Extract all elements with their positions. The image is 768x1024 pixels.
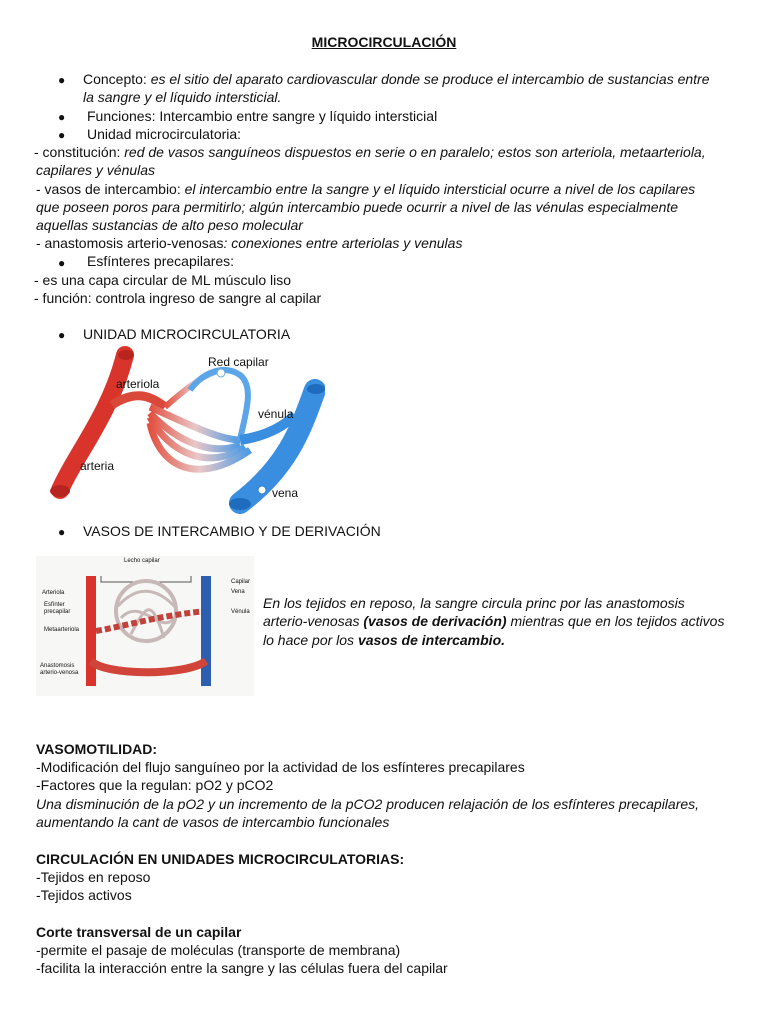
unidad-heading: UNIDAD MICROCIRCULATORIA xyxy=(83,326,291,342)
vasos-intercambio-line-2 xyxy=(36,198,678,216)
vasomotilidad-line: -Modificación del flujo sanguíneo por la actividad de los esfínteres precapilares xyxy=(36,759,525,775)
corte-heading: Corte transversal de un capilar xyxy=(36,924,242,940)
label-metaarteriola: Metaarteriola xyxy=(44,627,80,633)
vasos-intercambio-line xyxy=(36,180,695,198)
constitucion-text-2: capilares y vénulas xyxy=(36,162,156,178)
reposo-line-3 xyxy=(263,631,505,649)
av-anastomosis-vessel xyxy=(91,661,206,672)
label-precapilar: precapilar xyxy=(44,609,71,615)
circulacion-line: -Tejidos en reposo xyxy=(36,869,151,885)
vasos-intercambio-line-3 xyxy=(36,216,303,234)
concepto-line-2 xyxy=(83,88,281,106)
exchange-shunt-vessels-figure xyxy=(36,556,254,696)
reposo-bold: (vasos de derivación) xyxy=(363,613,507,629)
concepto-line xyxy=(83,70,710,88)
corte-line: -permite el pasaje de moléculas (transporte de membrana) xyxy=(36,942,401,958)
bullet-dot: ● xyxy=(58,525,66,539)
reposo-text: mientras que en los tejidos activos xyxy=(506,613,725,629)
funciones-line: Funciones: Intercambio entre sangre y líquido intersticial xyxy=(87,108,438,124)
vasos-intercambio-text: el intercambio entre la sangre y el líquido intersticial ocurre a nivel de los capilares xyxy=(184,181,696,197)
microcirculatory-unit-figure xyxy=(40,345,325,520)
page-title: MICROCIRCULACIÓN xyxy=(311,34,457,50)
reposo-text: lo hace por los xyxy=(263,632,358,648)
bullet-dot: ● xyxy=(58,73,66,87)
label-red-capilar: Red capilar xyxy=(208,355,269,369)
bullet-dot: ● xyxy=(58,328,66,342)
circulacion-heading: CIRCULACIÓN EN UNIDADES MICROCIRCULATORIAS: xyxy=(36,851,405,867)
label-arteria: arteria xyxy=(80,459,115,473)
label-arterio-venosa: arterio-venosa xyxy=(40,670,79,676)
corte-line: -facilita la interacción entre la sangre y las células fuera del capilar xyxy=(36,960,448,976)
anastomosis-line xyxy=(36,234,462,252)
esfinteres-line: Esfínteres precapilares: xyxy=(87,253,235,269)
vasos-intercambio-text-3: aquellas sustancias de alto peso molecular xyxy=(36,217,303,233)
bullet-dot: ● xyxy=(58,110,66,124)
concepto-label: Concepto: xyxy=(83,71,151,87)
concepto-text: es el sitio del aparato cardiovascular donde se produce el intercambio de sustancias entre xyxy=(150,71,710,87)
concepto-text-2: la sangre y el líquido intersticial. xyxy=(83,89,282,105)
arteriole-vessel xyxy=(112,396,165,407)
vasomotilidad-line: -Factores que la regulan: pO2 y pCO2 xyxy=(36,777,274,793)
constitucion-text: red de vasos sanguíneos dispuestos en serie o en paralelo; estos son arteriola, metaarteriola, xyxy=(124,144,706,160)
label-vena: vena xyxy=(272,486,299,500)
reposo-line-2 xyxy=(263,612,724,630)
reposo-bold: vasos de intercambio. xyxy=(357,632,506,648)
esfinteres-item: - es una capa circular de ML músculo liso xyxy=(34,272,292,288)
constitucion-label: - constitución: xyxy=(34,144,125,160)
anastomosis-text: : conexiones entre arteriolas y venulas xyxy=(223,235,463,251)
circulacion-line: -Tejidos activos xyxy=(36,887,132,903)
label-venula: Vénula xyxy=(231,609,250,615)
label-arteriola: arteriola xyxy=(116,377,160,391)
esfinteres-item: - función: controla ingreso de sangre al capilar xyxy=(34,290,322,306)
bullet-dot: ● xyxy=(58,128,66,142)
label-venula: vénula xyxy=(258,407,294,421)
label-anastomosis: Anastomosis xyxy=(40,663,75,669)
reposo-text: arterio-venosas xyxy=(263,613,364,629)
label-capilar: Capilar xyxy=(231,579,251,585)
anastomosis-label: - anastomosis arterio-venosas xyxy=(36,235,224,251)
vasos-intercambio-label: - vasos de intercambio: xyxy=(36,181,185,197)
vasomotilidad-heading: VASOMOTILIDAD: xyxy=(36,741,158,757)
reposo-line-1: En los tejidos en reposo, la sangre circula princ por las anastomosis xyxy=(263,595,685,611)
vasomotilidad-line: Una disminución de la pO2 y un incremento de la pCO2 producen relajación de los esfínteres precapilares, xyxy=(36,796,700,812)
vasomotilidad-line: aumentando la cant de vasos de intercambio funcionales xyxy=(36,814,390,830)
vasos-intercambio-text-2: que poseen poros para permitirlo; algún intercambio puede ocurrir a nivel de las vénulas especialmente xyxy=(36,199,679,215)
metaarteriole-vessel xyxy=(96,611,206,631)
vasos-heading: VASOS DE INTERCAMBIO Y DE DERIVACIÓN xyxy=(83,523,381,539)
label-lecho-capilar: Lecho capilar xyxy=(124,558,160,564)
label-arteriola: Arteriola xyxy=(42,590,65,596)
constitucion-line xyxy=(34,143,706,161)
unidad-line: Unidad microcirculatoria: xyxy=(87,126,242,142)
label-vena: Vena xyxy=(231,589,245,595)
bullet-dot: ● xyxy=(58,256,66,270)
constitucion-line-2 xyxy=(36,161,155,179)
label-esfinter: Esfínter xyxy=(44,602,65,608)
